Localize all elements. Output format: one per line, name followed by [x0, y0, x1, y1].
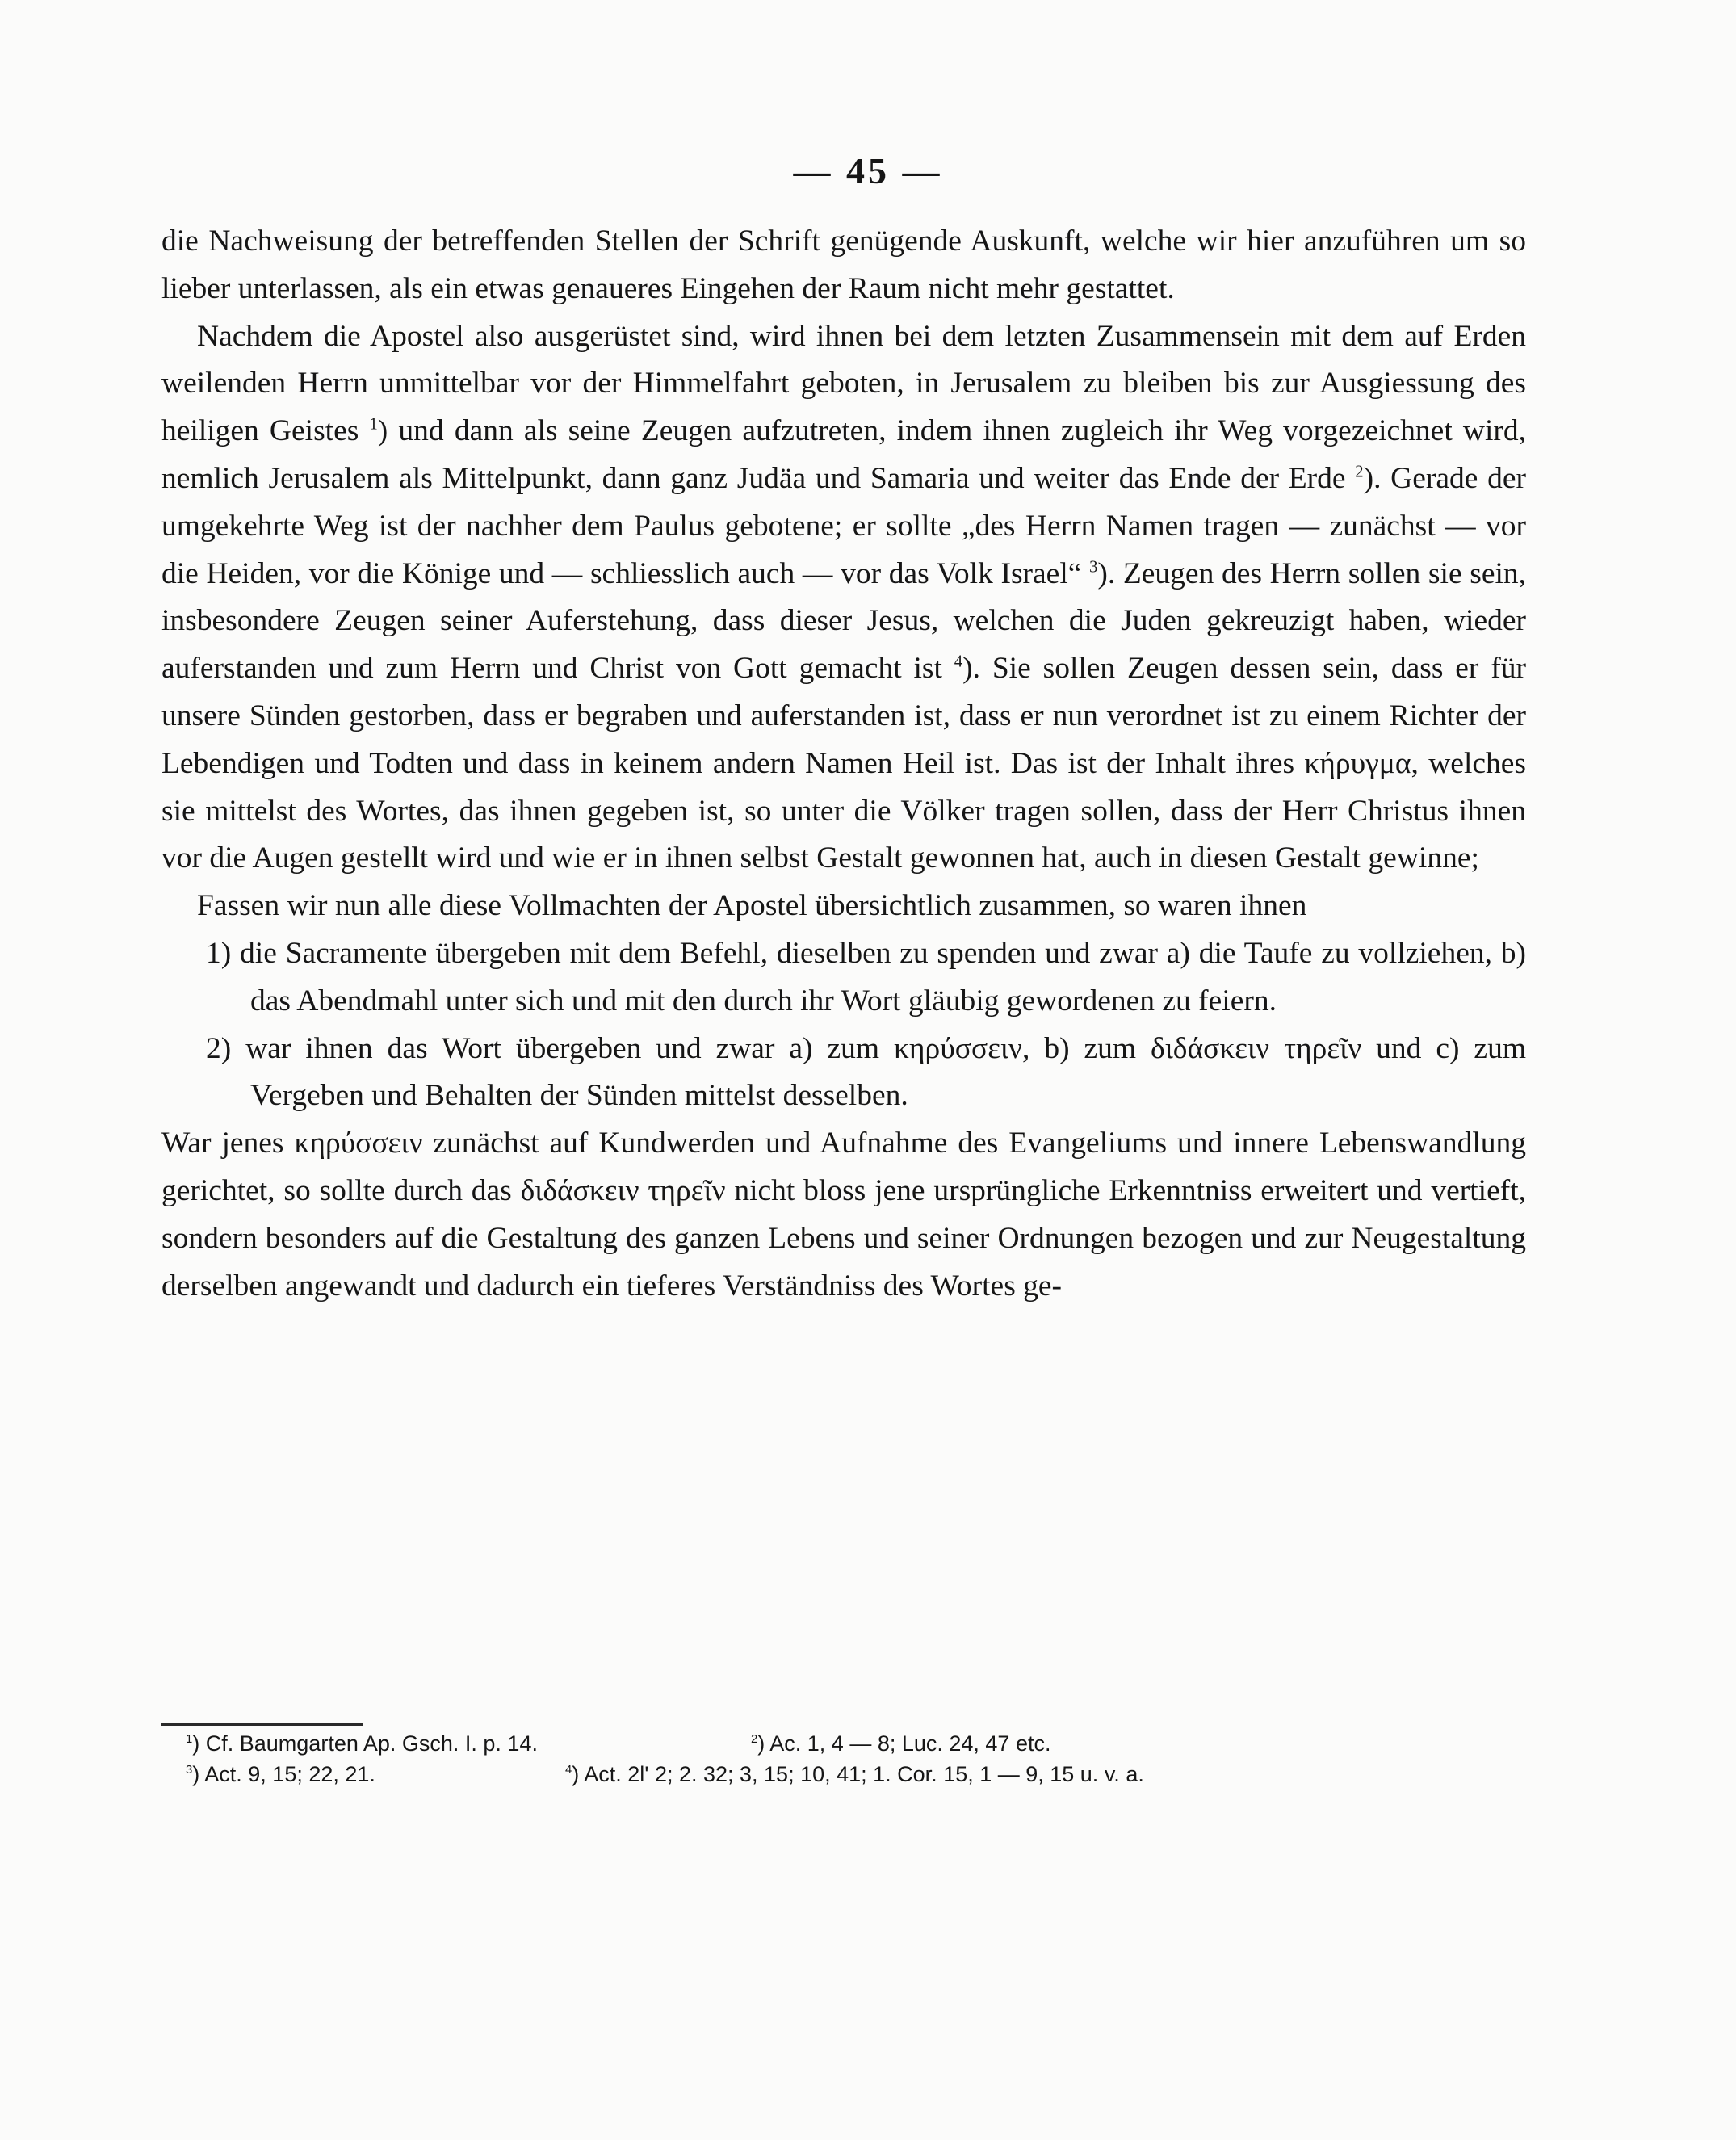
footnote-ref-1: 1 [369, 415, 378, 434]
footnote-1-mark: 1 [186, 1733, 193, 1746]
footnote-2-mark: 2 [751, 1733, 758, 1746]
paragraph-continuation [161, 218, 1526, 313]
paragraph-2-part-b: ) und dann als seine Zeugen aufzutreten, indem ihnen zugleich ihr Weg vorgezeichnet wird, nemlich Jerusalem als Mittelpunkt, dann ganz Judäa und Samaria und weiter das Ende der Erde [161, 414, 1526, 495]
list-item-2-text: 2) war ihnen das Wort übergeben und zwar a) zum κηρύσσειν, b) zum διδάσκειν τηρεῖν und c) zum Vergeben und Behalten der Sünden mittelst desselben. [206, 1031, 1526, 1113]
footnote-3 [186, 1759, 565, 1790]
footnote-4-mark: 4 [565, 1764, 572, 1777]
list-item-word [161, 1026, 1526, 1121]
paragraph-2-part-a: Nachdem die Apostel also ausgerüstet sind, wird ihnen bei dem letzten Zusammensein mit dem auf Erden weilenden Herrn unmittelbar vor der Himmelfahrt geboten, in Jerusalem zu bleiben bis zur Ausgiessung des heiligen Geistes [161, 319, 1526, 448]
paragraph-1-text: die Nachweisung der betreffenden Stellen der Schrift genügende Auskunft, welche wir hier anzuführen um so lieber unterlassen, als ein etwas genaueres Eingehen der Raum nicht mehr gestattet. [161, 224, 1526, 305]
footnotes [186, 1728, 1526, 1790]
footnote-2-text: ) Ac. 1, 4 — 8; Luc. 24, 47 etc. [757, 1731, 1051, 1756]
footnote-4 [565, 1759, 1144, 1790]
footnote-3-text: ) Act. 9, 15; 22, 21. [192, 1762, 375, 1786]
paragraph-2-part-e: ). Sie sollen Zeugen dessen sein, dass er für unsere Sünden gestorben, dass er begraben und auferstanden ist, dass er nun verordnet ist zu einem Richter der Lebendigen und Todten und dass in keinem andern Namen Heil ist. Das ist der Inhalt ihres κήρυγμα, welches sie mittelst des Wortes, das ihnen gegeben ist, so unter die Völker tragen sollen, dass der Herr Christus ihnen vor die Augen gestellt wird und wie er in ihnen selbst Gestalt gewonnen hat, auch in diesen Gestalt gewinne; [161, 652, 1527, 875]
footnote-ref-2: 2 [1355, 463, 1364, 481]
footnote-ref-3: 3 [1089, 558, 1098, 577]
footnote-1 [186, 1728, 751, 1759]
footnote-2 [751, 1728, 1050, 1759]
paragraph-2-part-d: ). Zeugen des Herrn sollen sie sein, insbesondere Zeugen seiner Auferstehung, dass dieser Jesus, welchen die Juden gekreuzigt haben, wieder auferstanden und zum Herrn und Christ von Gott gemacht ist [161, 556, 1527, 686]
paragraph-2-part-c: ). Gerade der umgekehrte Weg ist der nachher dem Paulus gebotene; er sollte „des Herrn Namen tragen — zunächst — vor die Heiden, vor die Könige und — schliesslich auch — vor das Volk Israel“ [161, 461, 1527, 590]
page-number: — 45 — [793, 150, 943, 191]
footnote-3-mark: 3 [186, 1764, 193, 1777]
body-text [161, 218, 1526, 1310]
paragraph-kerygma [161, 1120, 1526, 1310]
paragraph-4-text: War jenes κηρύσσειν zunächst auf Kundwerden und Aufnahme des Evangeliums und innere Lebenswandlung gerichtet, so sollte durch das διδάσκειν τηρεῖν nicht bloss jene ursprüngliche Erkenntniss erweitert und vertieft, sondern besonders auf die Gestaltung des ganzen Lebens und seiner Ordnungen bezogen und zur Neugestaltung derselben angewandt und dadurch ein tieferes Verständniss des Wortes ge- [161, 1127, 1526, 1303]
paragraph-apostles-mission [161, 313, 1526, 883]
footnote-divider [161, 1723, 363, 1726]
footnote-ref-4: 4 [954, 652, 963, 671]
footnote-1-text: ) Cf. Baumgarten Ap. Gsch. I. p. 14. [192, 1731, 538, 1756]
paragraph-summary [161, 883, 1526, 930]
footnote-row-2 [186, 1759, 1526, 1790]
paragraph-3-text: Fassen wir nun alle diese Vollmachten der Apostel übersichtlich zusammen, so waren ihnen [197, 889, 1307, 923]
list-item-sacraments [161, 930, 1526, 1026]
footnote-row-1 [186, 1728, 1526, 1759]
list-item-1-text: 1) die Sacramente übergeben mit dem Befehl, dieselben zu spenden und zwar a) die Taufe zu vollziehen, b) das Abendmahl unter sich und mit den durch ihr Wort gläubig gewordenen zu feiern. [206, 936, 1526, 1018]
footnote-4-text: ) Act. 2l' 2; 2. 32; 3, 15; 10, 41; 1. Cor. 15, 1 — 9, 15 u. v. a. [572, 1762, 1144, 1786]
